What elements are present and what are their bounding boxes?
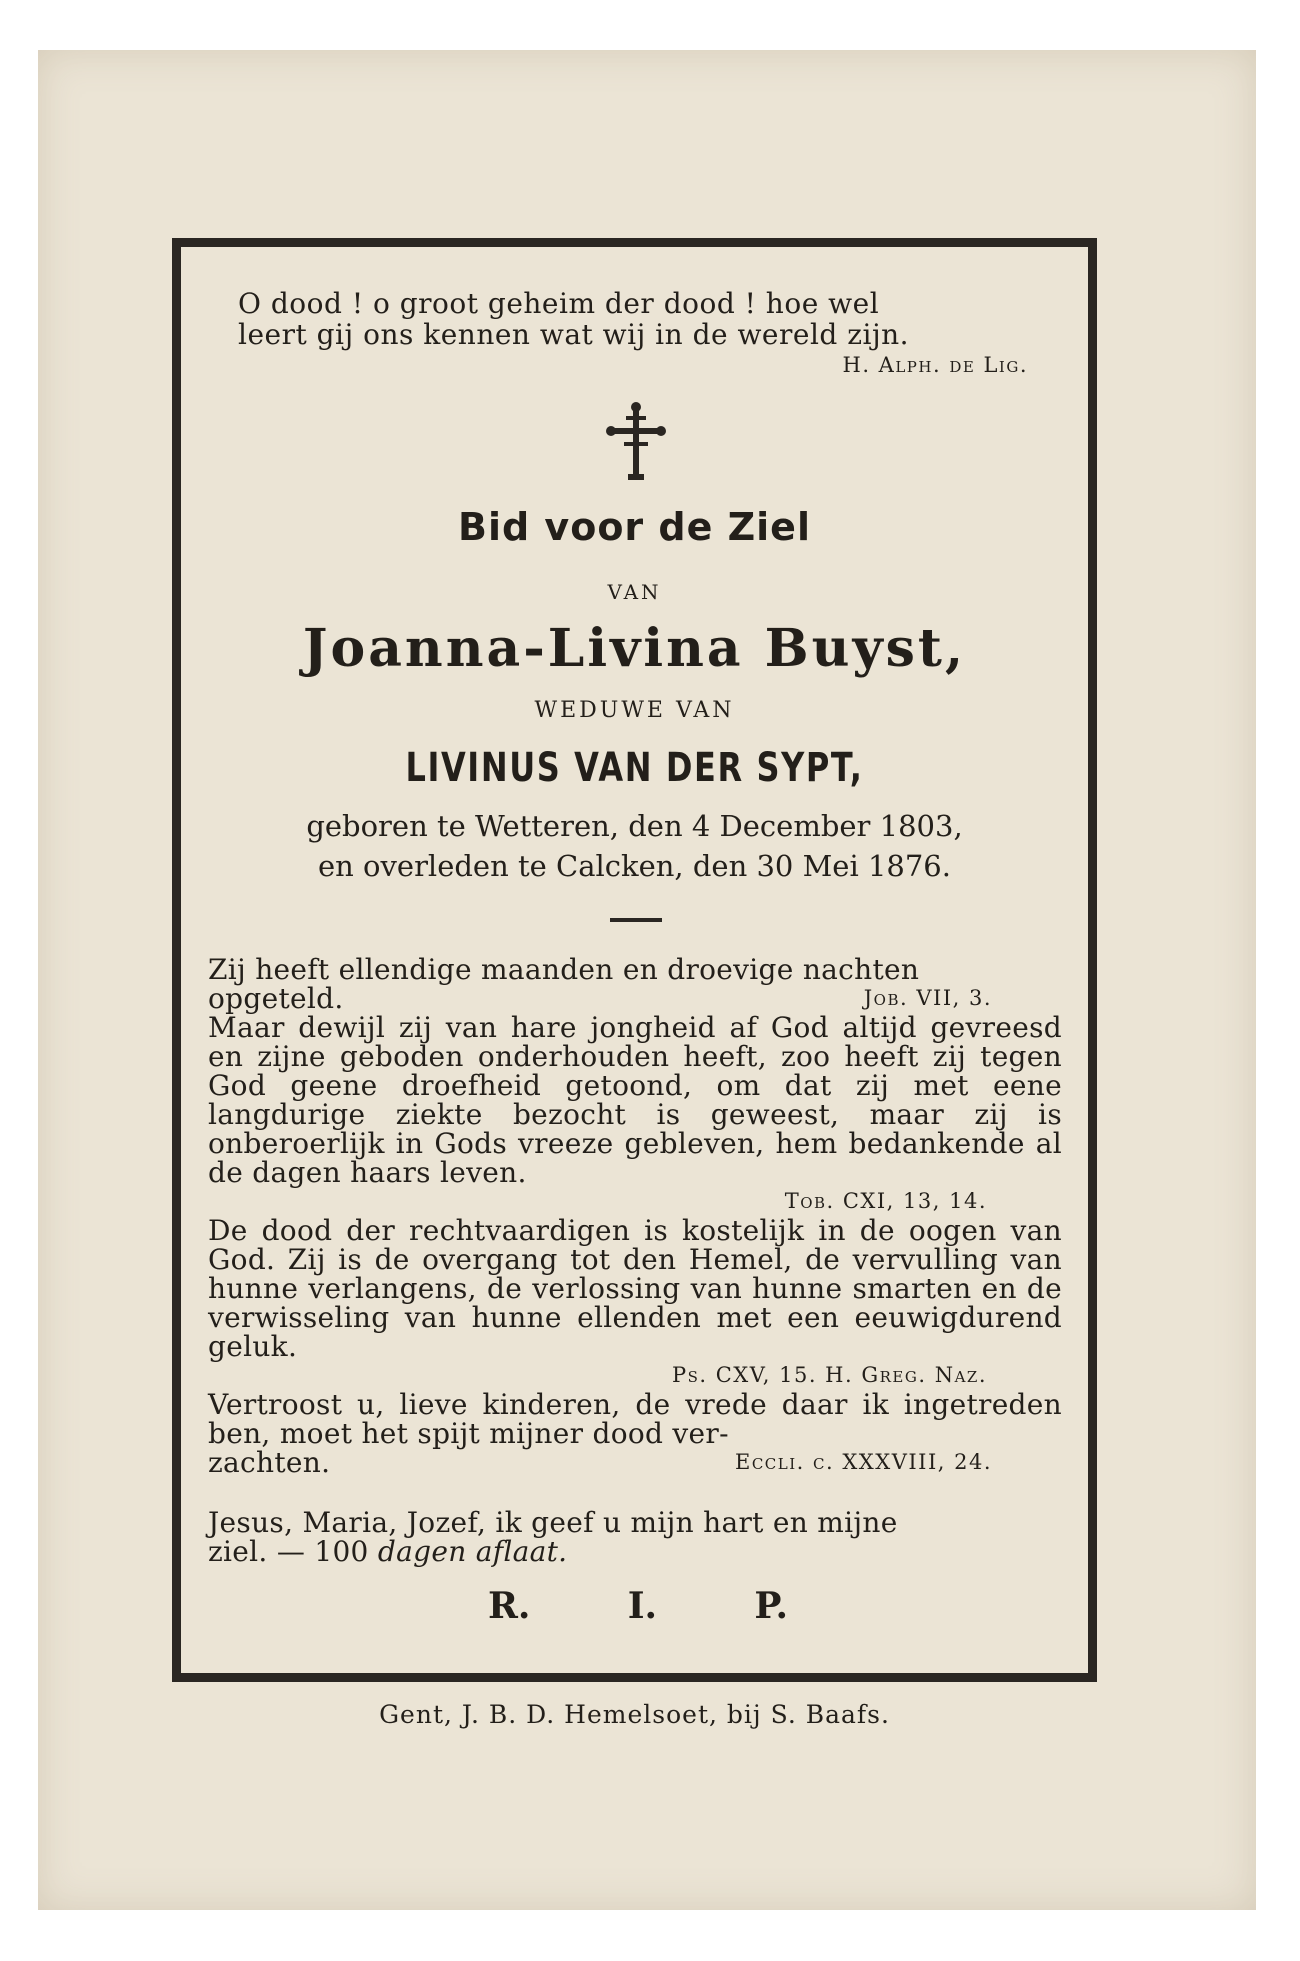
eccli-reference: Eccli. c. XXXVIII, 24. xyxy=(735,1450,992,1474)
job-line-1: Zij heeft ellendige maanden en droevige nachten xyxy=(208,953,920,986)
epigraph-line-2: leert gij ons kennen wat wij in de wereld zijn. xyxy=(238,318,910,351)
psalm-paragraph: De dood der rechtvaardigen is kostelijk in de oogen van God. Zij is de overgang tot den Hemel, de vervulling van hunne verlangens, de verlossing van hunne smarten en de verwisseling van hunne ellenden met een eeuwigdurend geluk. xyxy=(208,1214,1062,1363)
indulgence-prayer xyxy=(208,1508,1062,1566)
death-line: en overleden te Calcken, den 30 Mei 1876. xyxy=(318,849,951,883)
psalm-reference: Ps. CXV, 15. H. Greg. Naz. xyxy=(671,1363,987,1387)
epigraph-source: H. Alph. de Lig. xyxy=(842,353,1028,377)
separator-dash xyxy=(610,918,662,922)
husband-name: LIVINUS VAN DER SYPT, xyxy=(405,745,864,791)
epigraph-line-1: O dood ! o groot geheim der dood ! hoe wel xyxy=(238,287,880,320)
eccli-last-line xyxy=(208,1448,1062,1477)
epigraph xyxy=(238,288,1048,381)
birth-line: geboren te Wetteren, den 4 December 1803, xyxy=(306,809,963,843)
eccli-last-line-text: zachten. xyxy=(208,1446,331,1479)
job-line-2-text: opgeteld. xyxy=(208,982,344,1015)
tobias-paragraph: Maar dewijl zij van hare jongheid af God altijd gevreesd en zijne geboden onderhouden heeft, zoo heeft zij tegen God geene droefheid getoond, om dat zij met eene langdurige ziekte bezocht is geweest, maar zij is onberoerlijk in Gods vreeze gebleven, hem bedankende al de dagen haars leven. xyxy=(208,1011,1062,1189)
indulgence-note: dagen aflaat. xyxy=(377,1535,568,1568)
deceased-name: Joanna-Livina Buyst, xyxy=(302,618,967,679)
rip-initials xyxy=(488,1585,788,1627)
scripture-texts xyxy=(208,955,1062,1477)
prayer-line-2-text: ziel. — 100 xyxy=(208,1535,378,1568)
cross-icon xyxy=(606,402,666,482)
printer-imprint: Gent, J. B. D. Hemelsoet, bij S. Baafs. xyxy=(379,1700,890,1729)
tobias-reference: Tob. CXI, 13, 14. xyxy=(784,1189,987,1213)
life-dates xyxy=(172,806,1097,886)
eccli-paragraph: Vertroost u, lieve kinderen, de vrede daar ik ingetreden ben, moet het spijt mijner dood ver- xyxy=(208,1388,1062,1450)
widow-label: WEDUWE VAN xyxy=(534,698,735,723)
rip-r: R. xyxy=(488,1585,531,1627)
rip-i: I. xyxy=(627,1585,658,1627)
rip-p: P. xyxy=(754,1585,788,1627)
job-line-2 xyxy=(208,984,1062,1013)
prayer-line-2 xyxy=(208,1537,1062,1566)
prayer-line-1: Jesus, Maria, Jozef, ik geef u mijn hart en mijne xyxy=(208,1506,898,1539)
job-reference: Job. VII, 3. xyxy=(863,986,992,1010)
prayer-heading: Bid voor de Ziel xyxy=(458,505,811,549)
van-label: VAN xyxy=(607,580,662,604)
